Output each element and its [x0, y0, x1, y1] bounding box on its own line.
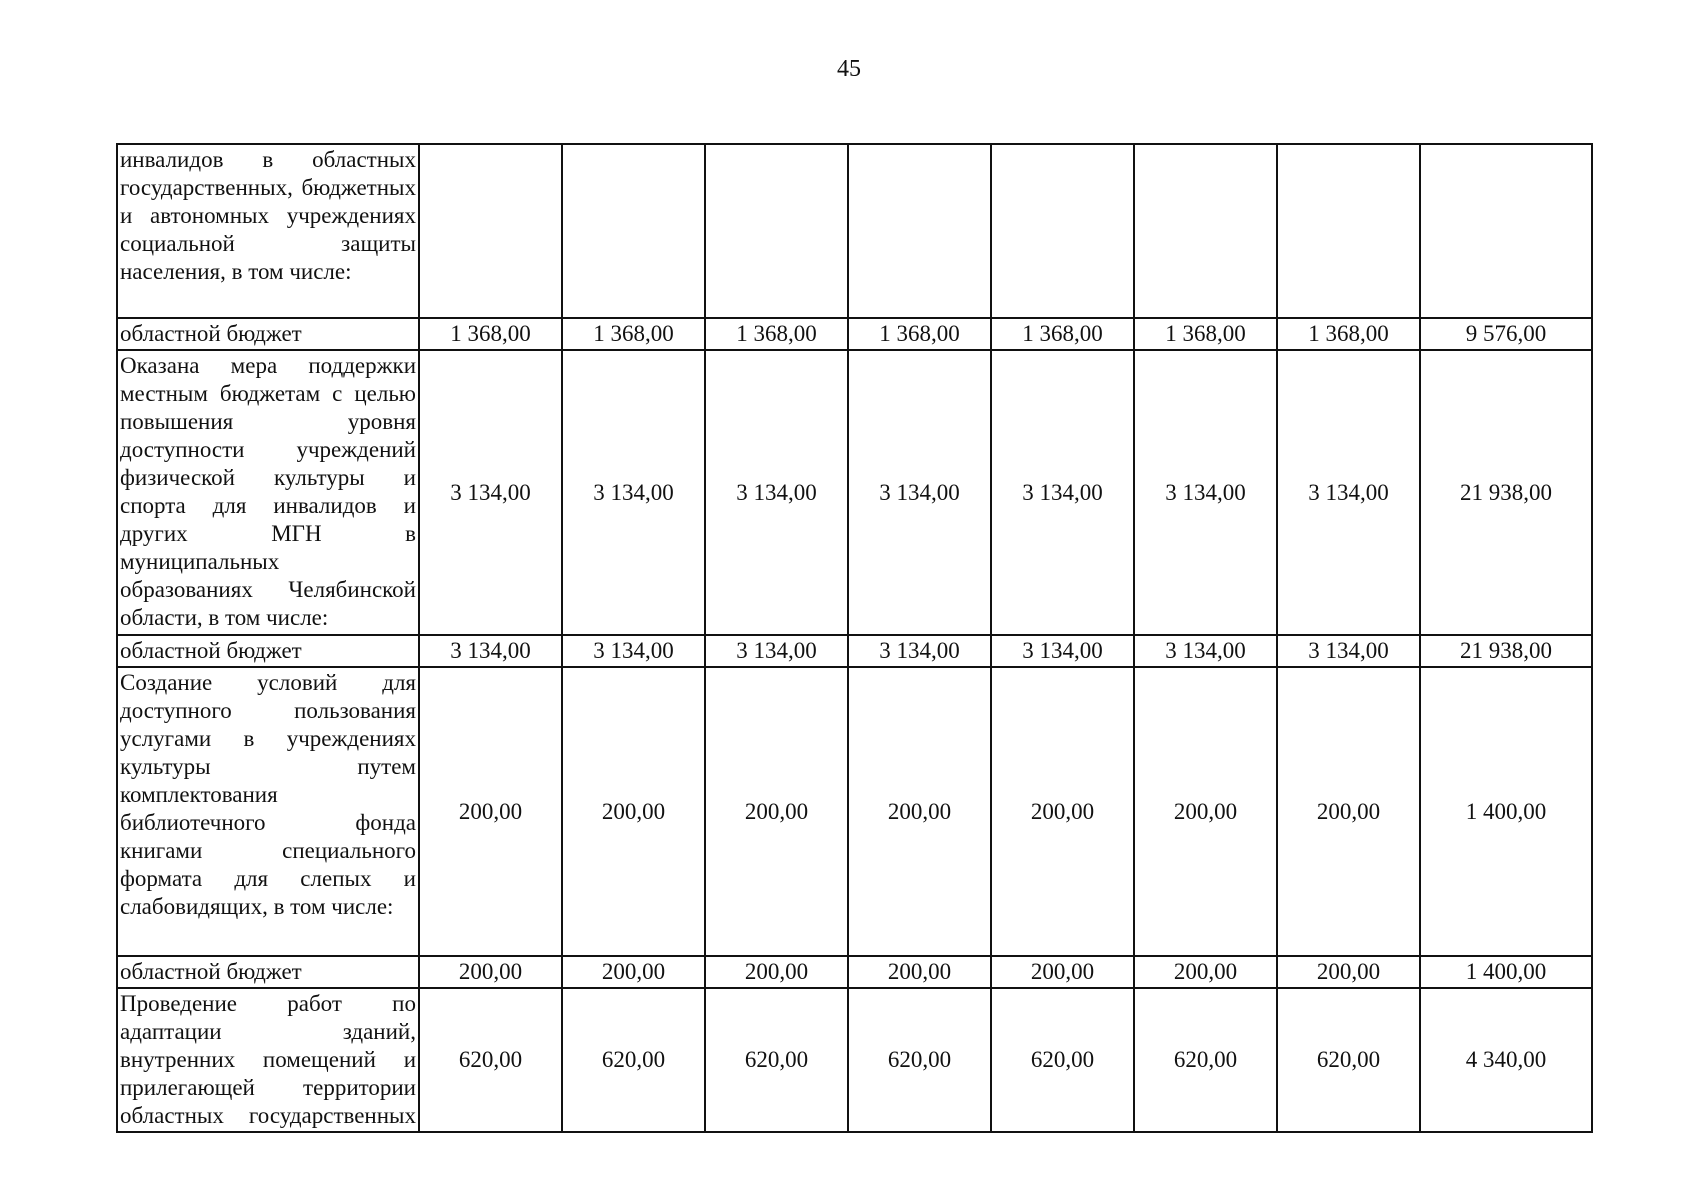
row-total-cell: 1 400,00 — [1420, 956, 1592, 988]
row-value-cell: 200,00 — [419, 667, 562, 956]
row-value-cell: 1 368,00 — [1277, 318, 1420, 350]
row-total-cell: 21 938,00 — [1420, 635, 1592, 667]
row-value-cell: 3 134,00 — [1277, 350, 1420, 635]
row-description: Оказана мера поддержки местным бюджетам с целью повышения уровня доступности учреждений физической культуры и спорта для инвалидов и других МГН в муниципальных образованиях Челябинской области, в том числе: — [117, 350, 419, 635]
row-value-cell — [848, 144, 991, 318]
row-value-cell: 3 134,00 — [848, 635, 991, 667]
row-value-cell: 3 134,00 — [848, 350, 991, 635]
row-value-cell: 200,00 — [419, 956, 562, 988]
row-value-cell: 3 134,00 — [705, 350, 848, 635]
row-value-cell: 200,00 — [562, 667, 705, 956]
row-value-cell: 1 368,00 — [991, 318, 1134, 350]
row-description: инвалидов в областных государственных, бюджетных и автономных учреждениях социальной защиты населения, в том числе: — [117, 144, 419, 318]
row-value-cell: 620,00 — [991, 988, 1134, 1132]
row-value-cell: 620,00 — [419, 988, 562, 1132]
budget-table-body — [117, 144, 1592, 1132]
row-value-cell: 200,00 — [705, 667, 848, 956]
row-value-cell: 200,00 — [1277, 956, 1420, 988]
table-row — [117, 635, 1592, 667]
row-total-cell — [1420, 144, 1592, 318]
row-value-cell: 620,00 — [848, 988, 991, 1132]
row-value-cell: 3 134,00 — [1134, 635, 1277, 667]
row-value-cell — [1134, 144, 1277, 318]
page-number: 45 — [837, 56, 861, 82]
row-total-cell: 1 400,00 — [1420, 667, 1592, 956]
row-description: Проведение работ по адаптации зданий, внутренних помещений и прилегающей территории областных государственных — [117, 988, 419, 1132]
row-value-cell: 1 368,00 — [705, 318, 848, 350]
row-total-cell: 4 340,00 — [1420, 988, 1592, 1132]
row-value-cell: 200,00 — [848, 956, 991, 988]
row-value-cell — [705, 144, 848, 318]
row-value-cell: 200,00 — [991, 667, 1134, 956]
row-value-cell: 200,00 — [1134, 956, 1277, 988]
row-value-cell: 1 368,00 — [848, 318, 991, 350]
row-description: Создание условий для доступного пользования услугами в учреждениях культуры путем комплектования библиотечного фонда книгами специального формата для слепых и слабовидящих, в том числе: — [117, 667, 419, 956]
row-value-cell: 620,00 — [1277, 988, 1420, 1132]
row-value-cell: 620,00 — [562, 988, 705, 1132]
row-value-cell: 3 134,00 — [991, 350, 1134, 635]
row-value-cell: 620,00 — [705, 988, 848, 1132]
row-value-cell: 3 134,00 — [419, 350, 562, 635]
row-value-cell: 3 134,00 — [1277, 635, 1420, 667]
row-value-cell: 200,00 — [848, 667, 991, 956]
row-value-cell — [991, 144, 1134, 318]
row-description: областной бюджет — [117, 635, 419, 667]
row-description: областной бюджет — [117, 318, 419, 350]
table-row — [117, 350, 1592, 635]
row-value-cell: 3 134,00 — [562, 635, 705, 667]
row-value-cell: 3 134,00 — [419, 635, 562, 667]
row-value-cell: 1 368,00 — [562, 318, 705, 350]
row-value-cell: 3 134,00 — [705, 635, 848, 667]
row-value-cell: 1 368,00 — [1134, 318, 1277, 350]
table-row — [117, 956, 1592, 988]
row-value-cell: 200,00 — [1134, 667, 1277, 956]
row-value-cell — [562, 144, 705, 318]
table-row — [117, 318, 1592, 350]
row-value-cell: 3 134,00 — [562, 350, 705, 635]
row-value-cell: 3 134,00 — [1134, 350, 1277, 635]
row-value-cell: 200,00 — [705, 956, 848, 988]
table-row — [117, 988, 1592, 1132]
row-value-cell: 3 134,00 — [991, 635, 1134, 667]
row-value-cell — [419, 144, 562, 318]
row-value-cell: 200,00 — [991, 956, 1134, 988]
table-row — [117, 667, 1592, 956]
row-value-cell: 620,00 — [1134, 988, 1277, 1132]
table-row — [117, 144, 1592, 318]
row-description: областной бюджет — [117, 956, 419, 988]
row-total-cell: 9 576,00 — [1420, 318, 1592, 350]
budget-table — [116, 143, 1593, 1133]
row-value-cell: 200,00 — [562, 956, 705, 988]
row-total-cell: 21 938,00 — [1420, 350, 1592, 635]
row-value-cell — [1277, 144, 1420, 318]
row-value-cell: 200,00 — [1277, 667, 1420, 956]
row-value-cell: 1 368,00 — [419, 318, 562, 350]
